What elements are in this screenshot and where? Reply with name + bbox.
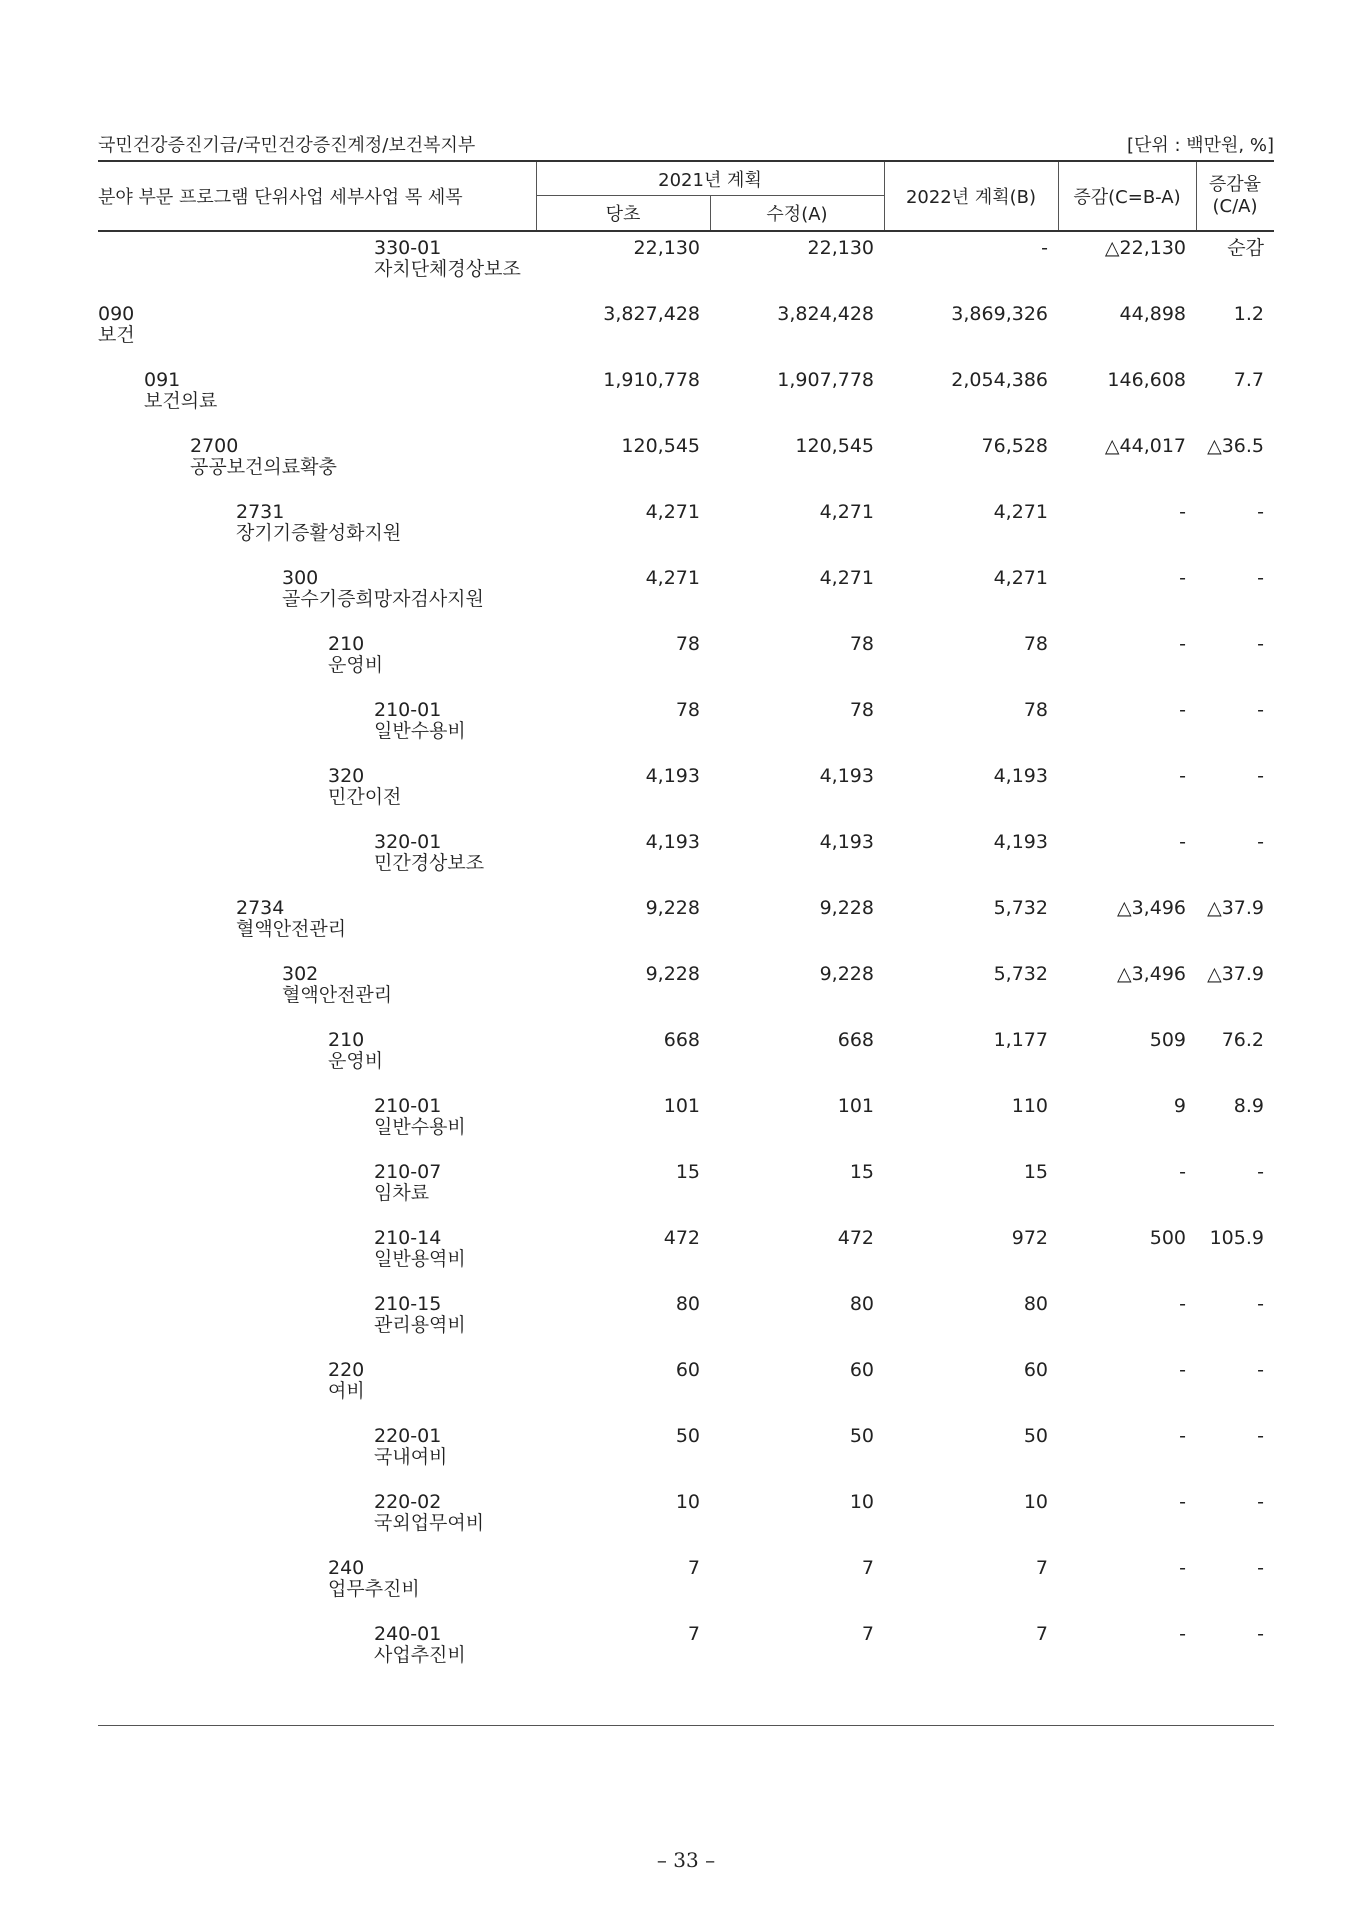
row-plan2022: 972: [1011, 1227, 1048, 1249]
row-original: 4,193: [645, 831, 700, 853]
row-rate: 7.7: [1233, 369, 1264, 391]
table-row: [98, 1024, 1274, 1090]
row-revised: 120,545: [795, 435, 874, 457]
row-revised: 15: [849, 1161, 874, 1183]
row-plan2022: 76,528: [981, 435, 1048, 457]
row-code: 220-02: [374, 1491, 442, 1513]
row-revised: 50: [849, 1425, 874, 1447]
header-category: 분야 부문 프로그램 단위사업 세부사업 목 세목: [98, 187, 463, 208]
row-name: 혈액안전관리: [236, 918, 347, 940]
row-change: 9: [1173, 1095, 1186, 1117]
row-change: -: [1179, 567, 1186, 589]
row-rate: 1.2: [1233, 303, 1264, 325]
row-revised: 472: [837, 1227, 874, 1249]
row-rate: -: [1257, 831, 1264, 853]
row-plan2022: 78: [1023, 699, 1048, 721]
table-row: [98, 1486, 1274, 1552]
row-name: 사업추진비: [374, 1644, 466, 1666]
row-revised: 9,228: [819, 963, 874, 985]
row-change: -: [1179, 1293, 1186, 1315]
row-plan2022: 80: [1023, 1293, 1048, 1315]
row-revised: 7: [861, 1623, 874, 1645]
row-code: 210: [328, 633, 365, 655]
row-name: 국외업무여비: [374, 1512, 485, 1534]
row-change: -: [1179, 831, 1186, 853]
row-change: △22,130: [1104, 237, 1186, 259]
table-row: [98, 958, 1274, 1024]
row-name: 자치단체경상보조: [374, 258, 521, 280]
row-rate: △37.9: [1207, 897, 1264, 919]
page-number: – 33 –: [656, 1848, 716, 1872]
row-plan2022: 4,193: [993, 831, 1048, 853]
header-rate: [1196, 162, 1274, 230]
row-change: 44,898: [1119, 303, 1186, 325]
row-plan2022: 4,271: [993, 501, 1048, 523]
row-code: 220-01: [374, 1425, 442, 1447]
row-original: 101: [663, 1095, 700, 1117]
row-change: -: [1179, 1359, 1186, 1381]
row-code: 320-01: [374, 831, 442, 853]
row-change: -: [1179, 1623, 1186, 1645]
row-revised: 4,193: [819, 831, 874, 853]
document-page: [98, 0, 1274, 1920]
row-plan2022: 5,732: [993, 897, 1048, 919]
row-plan2022: 7: [1035, 1623, 1048, 1645]
row-name: 장기기증활성화지원: [236, 522, 402, 544]
row-original: 80: [675, 1293, 700, 1315]
row-revised: 78: [849, 699, 874, 721]
table-row: [98, 826, 1274, 892]
header-rate-line2: (C/A): [1212, 196, 1258, 217]
row-change: 500: [1149, 1227, 1186, 1249]
table-row: [98, 694, 1274, 760]
row-code: 320: [328, 765, 365, 787]
row-name: 일반용역비: [374, 1248, 466, 1270]
row-plan2022: 3,869,326: [951, 303, 1048, 325]
row-name: 혈액안전관리: [282, 984, 393, 1006]
row-original: 1,910,778: [603, 369, 700, 391]
row-name: 보건: [98, 324, 135, 346]
row-name: 일반수용비: [374, 1116, 466, 1138]
row-code: 2700: [190, 435, 239, 457]
row-name: 보건의료: [144, 390, 218, 412]
row-original: 22,130: [633, 237, 700, 259]
row-change: -: [1179, 1491, 1186, 1513]
row-plan2022: 7: [1035, 1557, 1048, 1579]
row-revised: 4,271: [819, 501, 874, 523]
row-code: 302: [282, 963, 319, 985]
row-plan2022: 15: [1023, 1161, 1048, 1183]
header-revised: 수정(A): [766, 204, 828, 225]
row-original: 78: [675, 699, 700, 721]
row-revised: 9,228: [819, 897, 874, 919]
row-change: △44,017: [1104, 435, 1186, 457]
row-change: -: [1179, 633, 1186, 655]
row-rate: -: [1257, 567, 1264, 589]
table-row: [98, 496, 1274, 562]
row-rate: -: [1257, 1161, 1264, 1183]
row-original: 7: [687, 1623, 700, 1645]
row-code: 330-01: [374, 237, 442, 259]
row-original: 4,271: [645, 501, 700, 523]
row-plan2022: 110: [1011, 1095, 1048, 1117]
table-row: [98, 1288, 1274, 1354]
row-original: 78: [675, 633, 700, 655]
row-name: 여비: [328, 1380, 365, 1402]
row-name: 운영비: [328, 1050, 384, 1072]
row-name: 국내여비: [374, 1446, 448, 1468]
row-rate: -: [1257, 1293, 1264, 1315]
table-row: [98, 892, 1274, 958]
row-revised: 10: [849, 1491, 874, 1513]
row-name: 민간이전: [328, 786, 402, 808]
row-original: 4,271: [645, 567, 700, 589]
row-rate: 순감: [1227, 237, 1264, 259]
row-original: 472: [663, 1227, 700, 1249]
table-row: [98, 1618, 1274, 1684]
row-plan2022: 1,177: [993, 1029, 1048, 1051]
row-code: 210-01: [374, 699, 442, 721]
row-original: 3,827,428: [603, 303, 700, 325]
row-rate: -: [1257, 699, 1264, 721]
table-row: [98, 760, 1274, 826]
row-rate: -: [1257, 1491, 1264, 1513]
row-plan2022: 60: [1023, 1359, 1048, 1381]
row-name: 일반수용비: [374, 720, 466, 742]
row-name: 업무추진비: [328, 1578, 420, 1600]
row-revised: 4,193: [819, 765, 874, 787]
table-row: [98, 1420, 1274, 1486]
row-code: 300: [282, 567, 319, 589]
row-revised: 7: [861, 1557, 874, 1579]
row-change: -: [1179, 1425, 1186, 1447]
row-revised: 1,907,778: [777, 369, 874, 391]
header-plan2021: 2021년 계획: [658, 170, 762, 191]
row-original: 10: [675, 1491, 700, 1513]
row-code: 091: [144, 369, 181, 391]
row-change: -: [1179, 699, 1186, 721]
row-name: 공공보건의료확충: [190, 456, 337, 478]
table-row: [98, 1090, 1274, 1156]
row-change: 509: [1149, 1029, 1186, 1051]
row-plan2022: 4,193: [993, 765, 1048, 787]
row-plan2022: 10: [1023, 1491, 1048, 1513]
row-code: 240: [328, 1557, 365, 1579]
row-revised: 22,130: [807, 237, 874, 259]
table-row: [98, 364, 1274, 430]
row-original: 60: [675, 1359, 700, 1381]
row-plan2022: 50: [1023, 1425, 1048, 1447]
row-rate: -: [1257, 633, 1264, 655]
row-original: 4,193: [645, 765, 700, 787]
table-row: [98, 1552, 1274, 1618]
row-plan2022: 5,732: [993, 963, 1048, 985]
table-row: [98, 1354, 1274, 1420]
row-rate: -: [1257, 1425, 1264, 1447]
row-code: 2731: [236, 501, 285, 523]
header-plan2022: 2022년 계획(B): [905, 187, 1037, 208]
row-rate: 76.2: [1221, 1029, 1264, 1051]
unit-label: [단위 : 백만원, %]: [1126, 135, 1274, 156]
table-row: [98, 628, 1274, 694]
row-revised: 4,271: [819, 567, 874, 589]
row-name: 골수기증희망자검사지원: [282, 588, 484, 610]
table-row: [98, 1222, 1274, 1288]
row-change: △3,496: [1116, 963, 1186, 985]
table-row: [98, 430, 1274, 496]
row-rate: -: [1257, 1359, 1264, 1381]
row-code: 210-15: [374, 1293, 442, 1315]
row-change: -: [1179, 765, 1186, 787]
row-change: -: [1179, 501, 1186, 523]
row-revised: 3,824,428: [777, 303, 874, 325]
row-rate: △37.9: [1207, 963, 1264, 985]
row-change: -: [1179, 1161, 1186, 1183]
row-code: 210-01: [374, 1095, 442, 1117]
row-rate: -: [1257, 501, 1264, 523]
row-revised: 101: [837, 1095, 874, 1117]
row-revised: 668: [837, 1029, 874, 1051]
row-rate: △36.5: [1207, 435, 1264, 457]
table-row: [98, 1156, 1274, 1222]
row-code: 220: [328, 1359, 365, 1381]
row-original: 7: [687, 1557, 700, 1579]
row-revised: 78: [849, 633, 874, 655]
row-name: 민간경상보조: [374, 852, 485, 874]
row-plan2022: 4,271: [993, 567, 1048, 589]
table-row: [98, 562, 1274, 628]
row-original: 9,228: [645, 963, 700, 985]
row-original: 668: [663, 1029, 700, 1051]
row-name: 운영비: [328, 654, 384, 676]
header-rate-line1: 증감율: [1208, 174, 1262, 195]
row-rate: 105.9: [1209, 1227, 1264, 1249]
row-revised: 80: [849, 1293, 874, 1315]
row-name: 임차료: [374, 1182, 430, 1204]
table-row: [98, 232, 1274, 298]
row-rate: 8.9: [1233, 1095, 1264, 1117]
row-code: 2734: [236, 897, 285, 919]
row-code: 210-14: [374, 1227, 442, 1249]
row-name: 관리용역비: [374, 1314, 466, 1336]
row-code: 090: [98, 303, 135, 325]
table-header: [98, 160, 1274, 232]
document-title: 국민건강증진기금/국민건강증진계정/보건복지부: [98, 135, 476, 156]
row-code: 210: [328, 1029, 365, 1051]
row-rate: -: [1257, 1623, 1264, 1645]
row-plan2022: -: [1041, 237, 1048, 259]
row-original: 50: [675, 1425, 700, 1447]
row-rate: -: [1257, 1557, 1264, 1579]
row-rate: -: [1257, 765, 1264, 787]
row-change: △3,496: [1116, 897, 1186, 919]
row-change: 146,608: [1107, 369, 1186, 391]
row-original: 120,545: [621, 435, 700, 457]
row-code: 210-07: [374, 1161, 442, 1183]
row-original: 15: [675, 1161, 700, 1183]
row-change: -: [1179, 1557, 1186, 1579]
header-original: 당초: [605, 204, 641, 225]
row-original: 9,228: [645, 897, 700, 919]
row-plan2022: 2,054,386: [951, 369, 1048, 391]
bottom-rule: [98, 1725, 1274, 1726]
row-revised: 60: [849, 1359, 874, 1381]
table-row: [98, 298, 1274, 364]
row-code: 240-01: [374, 1623, 442, 1645]
row-plan2022: 78: [1023, 633, 1048, 655]
header-change: 증감(C=B-A): [1073, 187, 1181, 208]
